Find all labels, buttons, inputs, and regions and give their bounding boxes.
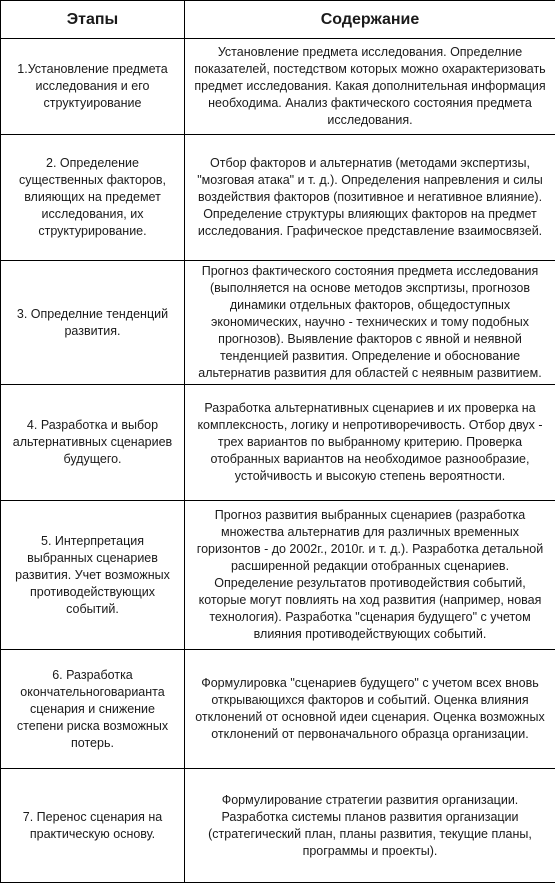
- stage-cell: 5. Интерпретация выбранных сценариев развития. Учет возможных противодействующих событий.: [1, 501, 185, 650]
- table-row: [1, 769, 555, 883]
- content-cell: Прогноз фактического состояния предмета исследования (выполняется на основе методов экспртизы, прогнозов динамики отдельных факторов, общедоступных экономических, научно - технических и тому подобных прогнозов). Выявление факторов с явной и неявной тенденцией развития. Определение и обоснование альтернатив развития для областей с неявным развитием.: [185, 261, 555, 385]
- table-row: [1, 135, 555, 261]
- stage-cell: 3. Определние тенденций развития.: [1, 261, 185, 385]
- table-row: [1, 501, 555, 650]
- stage-cell: 6. Разработка окончательноговарианта сценария и снижение степени риска возможных потерь.: [1, 650, 185, 769]
- stages-column-header: Этапы: [1, 1, 185, 39]
- stage-cell: 2. Определение существенных факторов, влияющих на предемет исследования, их структурирование.: [1, 135, 185, 261]
- stage-cell: 1.Установление предмета исследования и его структуирование: [1, 39, 185, 135]
- content-cell: Формулирование стратегии развития организации. Разработка системы планов развития организации (стратегический план, планы развития, текущие планы, программы и проекты).: [185, 769, 555, 883]
- content-column-header: Содержание: [185, 1, 555, 39]
- content-cell: Разработка альтернативных сценариев и их проверка на комплексность, логику и непротиворечивость. Отбор двух - трех вариантов по выбранному критерию. Проверка отобранных вариантов на необходимое разнообразие, устойчивость и высокую степень вероятности.: [185, 385, 555, 501]
- stage-cell: 4. Разработка и выбор альтернативных сценариев будущего.: [1, 385, 185, 501]
- content-cell: Прогноз развития выбранных сценариев (разработка множества альтернатив для различных временных горизонтов - до 2002г., 2010г. и т. д.). Разработка детальной расширенной редакции отобранных сценариев. Определение результатов противодействия событий, которые могут повлиять на ход развития (например, новая технология). Разработка "сценария будущего" с учетом влияния противодействующих событий.: [185, 501, 555, 650]
- content-cell: Установление предмета исследования. Определние показателей, постедством которых можно охарактеризовать предмет исследования. Какая дополнительная информация необходима. Анализ фактического состояния предмета исследования.: [185, 39, 555, 135]
- table-row: [1, 385, 555, 501]
- table-row: [1, 650, 555, 769]
- table-row: [1, 39, 555, 135]
- content-cell: Формулировка "сценариев будущего" с учетом всех вновь открывающихся факторов и событий. Оценка влияния отклонений от основной идеи сценария. Оценка возможных отклонений от первоначального образца организации.: [185, 650, 555, 769]
- stage-cell: 7. Перенос сценария на практическую основу.: [1, 769, 185, 883]
- header-row: [1, 1, 555, 39]
- table-row: [1, 261, 555, 385]
- content-cell: Отбор факторов и альтернатив (методами экспертизы, "мозговая атака" и т. д.). Определения напревления и силы воздействия факторов (позитивное и негативное влияние). Определение структуры влияющих факторов на предмет исследования. Графическое представление взаимосвязей.: [185, 135, 555, 261]
